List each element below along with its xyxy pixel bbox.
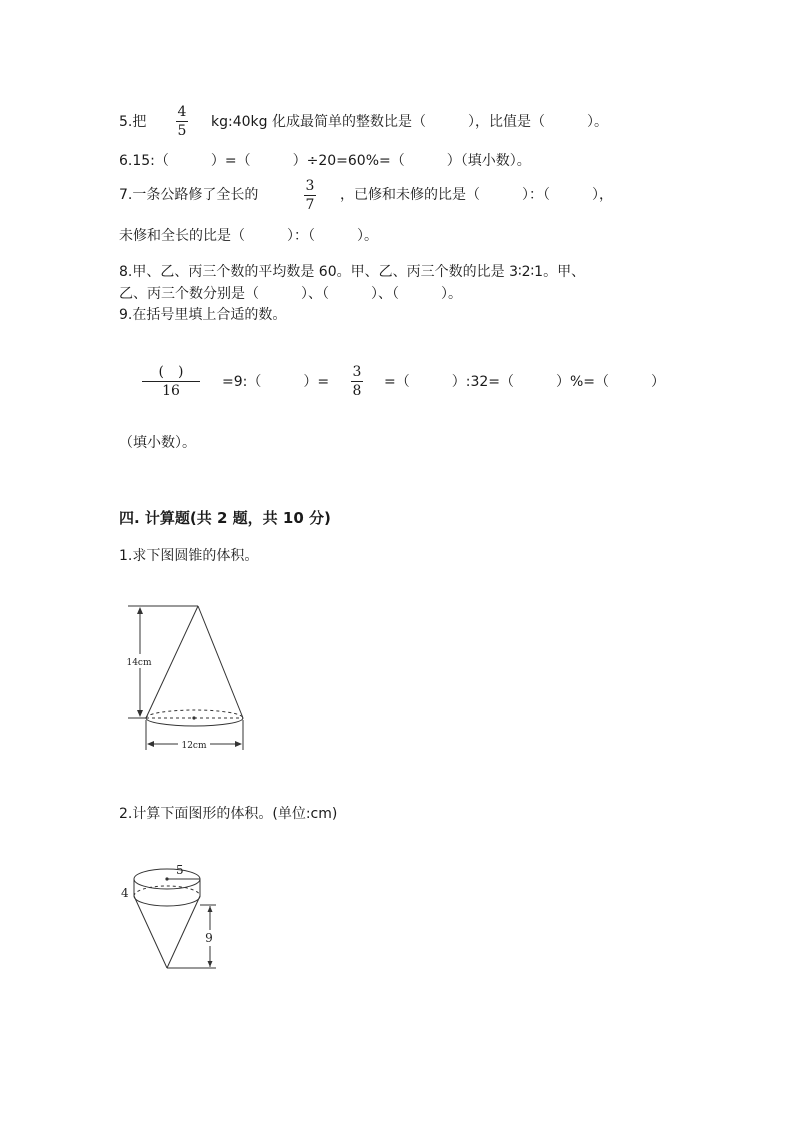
q9-fraction-2 xyxy=(351,364,363,399)
cone-left-edge xyxy=(134,896,167,968)
fraction-bar xyxy=(142,381,200,382)
q5-frac-den: 5 xyxy=(177,123,187,139)
q9-title: 9.在括号里填上合适的数。 xyxy=(119,307,287,323)
fraction-bar xyxy=(176,121,188,122)
fraction-bar xyxy=(304,195,316,196)
cylinder-cone-figure xyxy=(116,850,226,975)
q9-frac2-den: 8 xyxy=(352,383,362,399)
cone-right-edge xyxy=(167,896,200,968)
fraction-bar xyxy=(351,381,363,382)
cone-center-dot xyxy=(192,716,195,719)
arrow-right-icon xyxy=(235,741,242,747)
q9-tail: =（ ）:32=（ ）%=（ ） xyxy=(384,374,666,390)
cylinder-bottom-back xyxy=(134,886,200,896)
cone-right-side xyxy=(198,606,243,718)
cylinder-bottom-front xyxy=(134,896,200,906)
cone-diameter-label: 12cm xyxy=(181,741,207,751)
q9-fraction-1 xyxy=(142,364,200,399)
arrow-up-icon xyxy=(137,607,143,614)
q5-frac-num: 4 xyxy=(177,104,187,120)
cylinder-center-dot xyxy=(165,877,168,880)
q7-prefix: 7.一条公路修了全长的 xyxy=(119,187,259,203)
cone-figure xyxy=(118,598,258,758)
cone-height-label: 9 xyxy=(205,931,213,945)
problem-1-text: 1.求下图圆锥的体积。 xyxy=(119,548,259,564)
arrow-down-icon xyxy=(208,961,213,967)
q7-line2: 未修和全长的比是（ ）：（ ）。 xyxy=(119,228,378,244)
arrow-down-icon xyxy=(137,710,143,717)
section-heading: 四. 计算题(共 2 题，共 10 分) xyxy=(119,509,331,527)
q7-frac-num: 3 xyxy=(305,178,315,194)
q7-suffix: ，已修和未修的比是（ ）：（ ）， xyxy=(340,187,613,203)
q8-line2: 乙、丙三个数分别是（ ）、（ ）、（ ）。 xyxy=(119,286,462,302)
q8-line1: 8.甲、乙、丙三个数的平均数是 60。甲、乙、丙三个数的比是 3∶2∶1。甲、 xyxy=(119,264,586,280)
q9-frac1-num: ( ) xyxy=(158,364,184,380)
cone-height-label: 14cm xyxy=(126,658,152,668)
q7-frac-den: 7 xyxy=(305,197,315,213)
q9-note: （填小数）。 xyxy=(119,435,196,451)
q7-fraction xyxy=(304,178,316,213)
q5-fraction xyxy=(176,104,188,139)
q6-text: 6.15:（ ）=（ ）÷20=60%=（ ）（填小数）。 xyxy=(119,153,531,169)
arrow-left-icon xyxy=(147,741,154,747)
q9-frac1-den: 16 xyxy=(162,383,180,399)
radius-label: 5 xyxy=(176,863,184,877)
cylinder-height-label: 4 xyxy=(121,886,129,900)
arrow-up-icon xyxy=(208,906,213,912)
problem-2-text: 2.计算下面图形的体积。(单位:cm) xyxy=(119,806,338,822)
q5-suffix: kg:40kg 化成最简单的整数比是（ ），比值是（ ）。 xyxy=(211,114,608,130)
q5-prefix: 5.把 xyxy=(119,114,147,130)
q9-mid: =9:（ ）= xyxy=(222,374,330,390)
q9-frac2-num: 3 xyxy=(352,364,362,380)
